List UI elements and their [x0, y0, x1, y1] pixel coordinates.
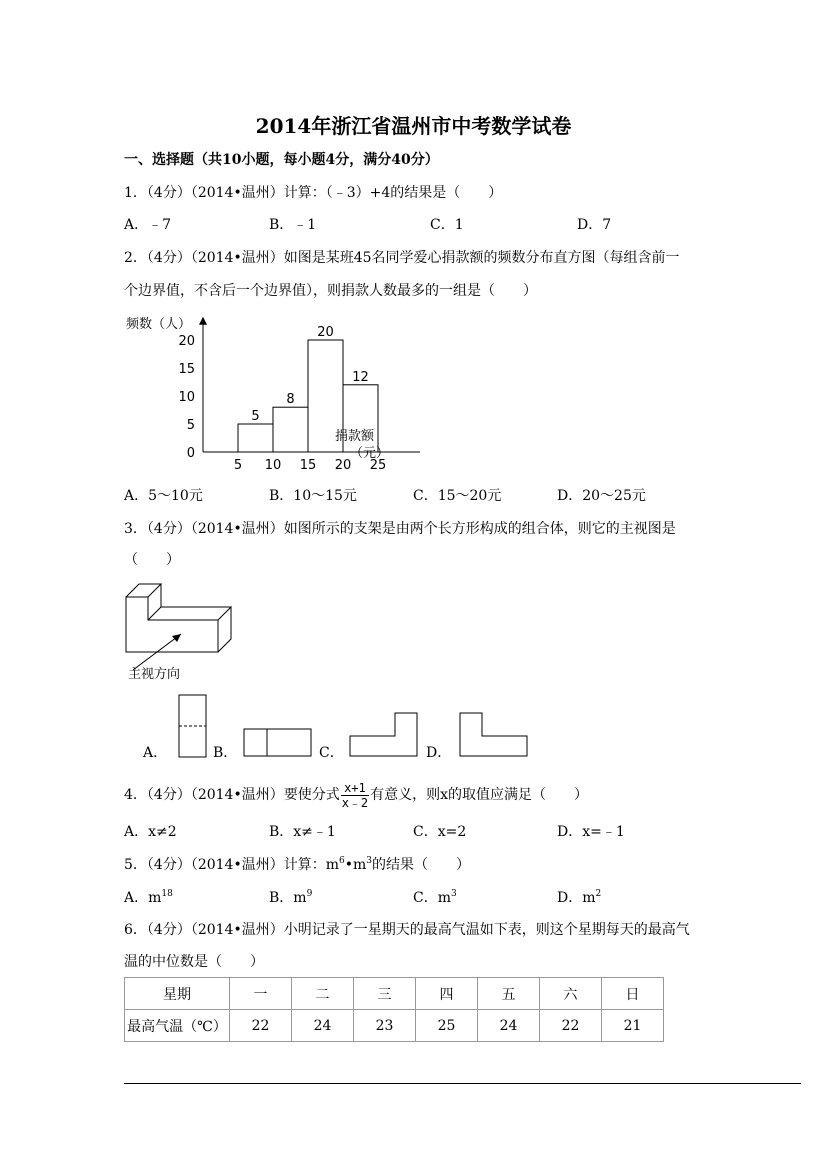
q2-option-b: B．10～15元	[269, 488, 357, 504]
footer-divider	[124, 1083, 801, 1084]
fraction-denominator: x﹣2	[341, 795, 369, 810]
table-row-label: 最高气温（℃）	[125, 1010, 230, 1042]
bracket-top-horizontal	[148, 607, 231, 620]
q3-stem-line2: （ ）	[124, 552, 180, 568]
q5-stem-mid: •m	[344, 857, 367, 873]
q1-option-b: B．﹣1	[269, 217, 317, 233]
q2-option-c: C．15～20元	[413, 488, 502, 504]
histogram-bar	[238, 424, 273, 452]
y-axis-arrow	[199, 317, 207, 325]
q5-stem-before: 5．（4分）（2014•温州）计算：m	[124, 857, 339, 873]
q4-option-c: C．x=2	[413, 824, 467, 840]
x-axis-label-line2: （元）	[350, 446, 390, 461]
histogram-chart	[120, 310, 420, 475]
q2-option-d: D．20～25元	[557, 488, 646, 504]
q3-option-d-figure	[459, 712, 529, 758]
bracket-front-face	[126, 597, 218, 652]
q4-stem	[124, 778, 588, 812]
table-cell: 21	[602, 1010, 664, 1042]
q5-option-a: A．$m^{18}$	[124, 889, 173, 906]
x-axis-label-line1: 捐款额	[335, 429, 375, 444]
view-direction-arrowhead	[172, 634, 181, 642]
section-header: 一、选择题（共10小题，每小题4分，满分40分）	[124, 152, 439, 168]
bracket-3d-figure	[115, 578, 245, 683]
bar-value-label: 12	[352, 369, 369, 385]
bar-value-label: 8	[286, 392, 295, 408]
table-header-row	[125, 978, 664, 1010]
page-title: 2014年浙江省温州市中考数学试卷	[255, 114, 572, 138]
q4-stem-after: 有意义，则x的取值应满足（ ）	[370, 787, 589, 803]
y-tick-label: 5	[186, 418, 195, 433]
table-day: 日	[602, 978, 664, 1010]
q3-option-a-label: A．	[143, 745, 168, 761]
table-day: 六	[540, 978, 602, 1010]
q4-stem-before: 4．（4分）（2014•温州）要使分式	[124, 787, 340, 803]
q1-stem: 1．（4分）（2014•温州）计算：（﹣3）+4的结果是（ ）	[124, 185, 503, 201]
fraction-numerator: x+1	[341, 781, 369, 796]
x-tick-label: 15	[299, 458, 317, 473]
y-tick-label: 15	[178, 362, 195, 377]
q3-option-d-label: D．	[426, 745, 452, 761]
temperature-table	[124, 977, 664, 1042]
x-tick-label: 5	[233, 458, 243, 473]
q2-stem-line1: 2．（4分）（2014•温州）如图是某班45名同学爱心捐款额的频数分布直方图（每组含前一	[124, 250, 680, 266]
q1-option-c: C．1	[430, 217, 464, 233]
table-cell: 24	[478, 1010, 540, 1042]
table-day: 三	[354, 978, 416, 1010]
table-day: 四	[416, 978, 478, 1010]
y-axis-label: 频数（人）	[126, 317, 192, 332]
bracket-top-vertical	[126, 584, 161, 597]
q3-option-c-figure	[349, 712, 419, 758]
q5-option-d: D．$m^2$	[557, 889, 602, 906]
table-row	[125, 1010, 664, 1042]
table-header-label: 星期	[125, 978, 230, 1010]
x-tick-label: 20	[334, 458, 352, 473]
view-direction-label: 主视方向	[128, 667, 181, 682]
q2-stem-line2: 个边界值，不含后一个边界值），则捐款人数最多的一组是（ ）	[124, 283, 537, 299]
bar-value-label: 5	[251, 409, 260, 424]
q3-option-b-label: B．	[213, 745, 238, 761]
q4-option-a: A．x≠2	[124, 824, 177, 840]
histogram-bar	[273, 407, 308, 452]
q5-stem	[124, 855, 470, 875]
q3-option-a-figure	[178, 694, 208, 758]
q4-option-b: B．x≠﹣1	[269, 824, 336, 840]
table-day: 二	[292, 978, 354, 1010]
table-day: 五	[478, 978, 540, 1010]
x-tick-label: 10	[264, 458, 282, 473]
table-cell: 24	[292, 1010, 354, 1042]
q6-stem-line1: 6．（4分）（2014•温州）小明记录了一星期天的最高气温如下表，则这个星期每天的最高气	[124, 922, 690, 938]
q5-option-c: C．$m^3$	[413, 889, 457, 906]
q3-option-b-figure	[243, 728, 313, 758]
y-tick-label: 10	[178, 390, 195, 405]
y-tick-label: 0	[186, 446, 195, 461]
q1-option-d: D．7	[577, 217, 612, 233]
q3-option-c-label: C．	[319, 745, 344, 761]
x-tick-label: 25	[369, 458, 387, 473]
table-day: 一	[230, 978, 292, 1010]
table-cell: 22	[230, 1010, 292, 1042]
q4-option-d: D．x=﹣1	[557, 824, 625, 840]
table-cell: 23	[354, 1010, 416, 1042]
table-cell: 25	[416, 1010, 478, 1042]
q5-exponent-1: 6	[338, 856, 345, 866]
q5-option-b: B．$m^9$	[269, 889, 313, 906]
q5-stem-after: 的结果（ ）	[372, 857, 470, 873]
q2-option-a: A．5～10元	[124, 488, 203, 504]
q5-exponent-2: 3	[366, 856, 372, 866]
fraction	[341, 781, 369, 810]
bar-value-label: 20	[317, 325, 334, 340]
y-tick-label: 20	[178, 334, 195, 349]
q6-stem-line2: 温的中位数是（ ）	[124, 954, 264, 970]
q3-stem-line1: 3．（4分）（2014•温州）如图所示的支架是由两个长方形构成的组合体，则它的主视图是	[124, 521, 676, 537]
table-cell: 22	[540, 1010, 602, 1042]
q1-option-a: A．﹣7	[124, 217, 172, 233]
